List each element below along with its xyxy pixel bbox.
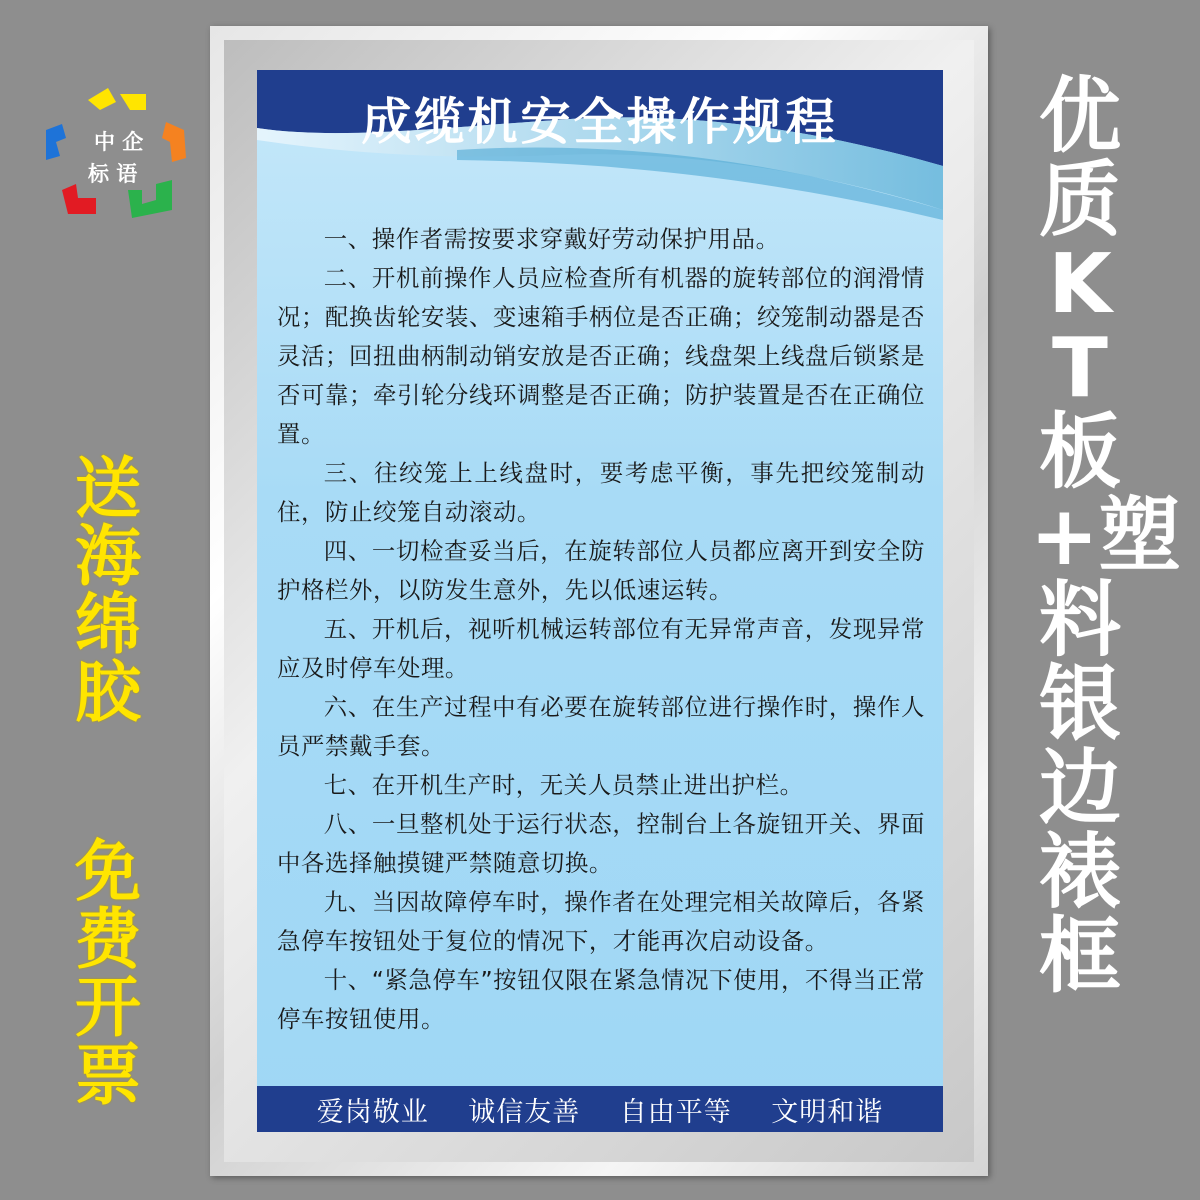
poster-footer bbox=[257, 1086, 943, 1132]
product-description: 优质KT板+塑料银边裱框 bbox=[1030, 69, 1181, 1004]
rule-item: 一、操作者需按要求穿戴好劳动保护用品。 bbox=[323, 225, 780, 253]
rule-item: 十、“紧急停车”按钮仅限在紧急情况下使用，不得当正常停车按钮使用。 bbox=[277, 966, 926, 1033]
slogan-free-invoice: 免费开票 bbox=[75, 833, 141, 1114]
footer-value-4: 文明和谐 bbox=[771, 1096, 884, 1128]
poster-title: 成缆机安全操作规程 bbox=[361, 93, 839, 151]
footer-value-2: 诚信友善 bbox=[468, 1096, 581, 1128]
logo-text-bottom: 标 语 bbox=[88, 162, 138, 186]
slogan-free-foam-tape: 送海绵胶 bbox=[75, 450, 141, 731]
brand-logo bbox=[38, 80, 198, 240]
rule-item: 五、开机后，视听机械运转部位有无异常声音，发现异常应及时停车处理。 bbox=[277, 615, 925, 682]
rule-item: 七、在开机生产时，无关人员禁止进出护栏。 bbox=[323, 771, 804, 799]
logo-text-top: 中 企 bbox=[94, 130, 144, 154]
footer-value-1: 爱岗敬业 bbox=[316, 1096, 429, 1128]
rule-item: 六、在生产过程中有必要在旋转部位进行操作时，操作人员严禁戴手套。 bbox=[277, 693, 925, 760]
rule-item: 三、往绞笼上上线盘时，要考虑平衡，事先把绞笼制动住，防止绞笼自动滚动。 bbox=[277, 459, 925, 526]
footer-value-3: 自由平等 bbox=[619, 1096, 732, 1128]
rule-item: 八、一旦整机处于运行状态，控制台上各旋钮开关、界面中各选择触摸键严禁随意切换。 bbox=[277, 810, 925, 877]
rule-item: 二、开机前操作人员应检查所有机器的旋转部位的润滑情况；配换齿轮安装、变速箱手柄位是否正确；绞笼制动器是否灵活；回扭曲柄制动销安放是否正确；线盘架上线盘后锁紧是否可靠；牵引轮分线环调整是否正确；防护装置是否在正确位置。 bbox=[277, 264, 925, 448]
safety-poster bbox=[257, 70, 943, 1132]
rule-item: 四、一切检查妥当后，在旋转部位人员都应离开到安全防护格栏外，以防发生意外，先以低速运转。 bbox=[277, 537, 925, 604]
rules-list bbox=[277, 220, 925, 1039]
rule-item: 九、当因故障停车时，操作者在处理完相关故障后，各紧急停车按钮处于复位的情况下，才能再次启动设备。 bbox=[277, 888, 925, 955]
